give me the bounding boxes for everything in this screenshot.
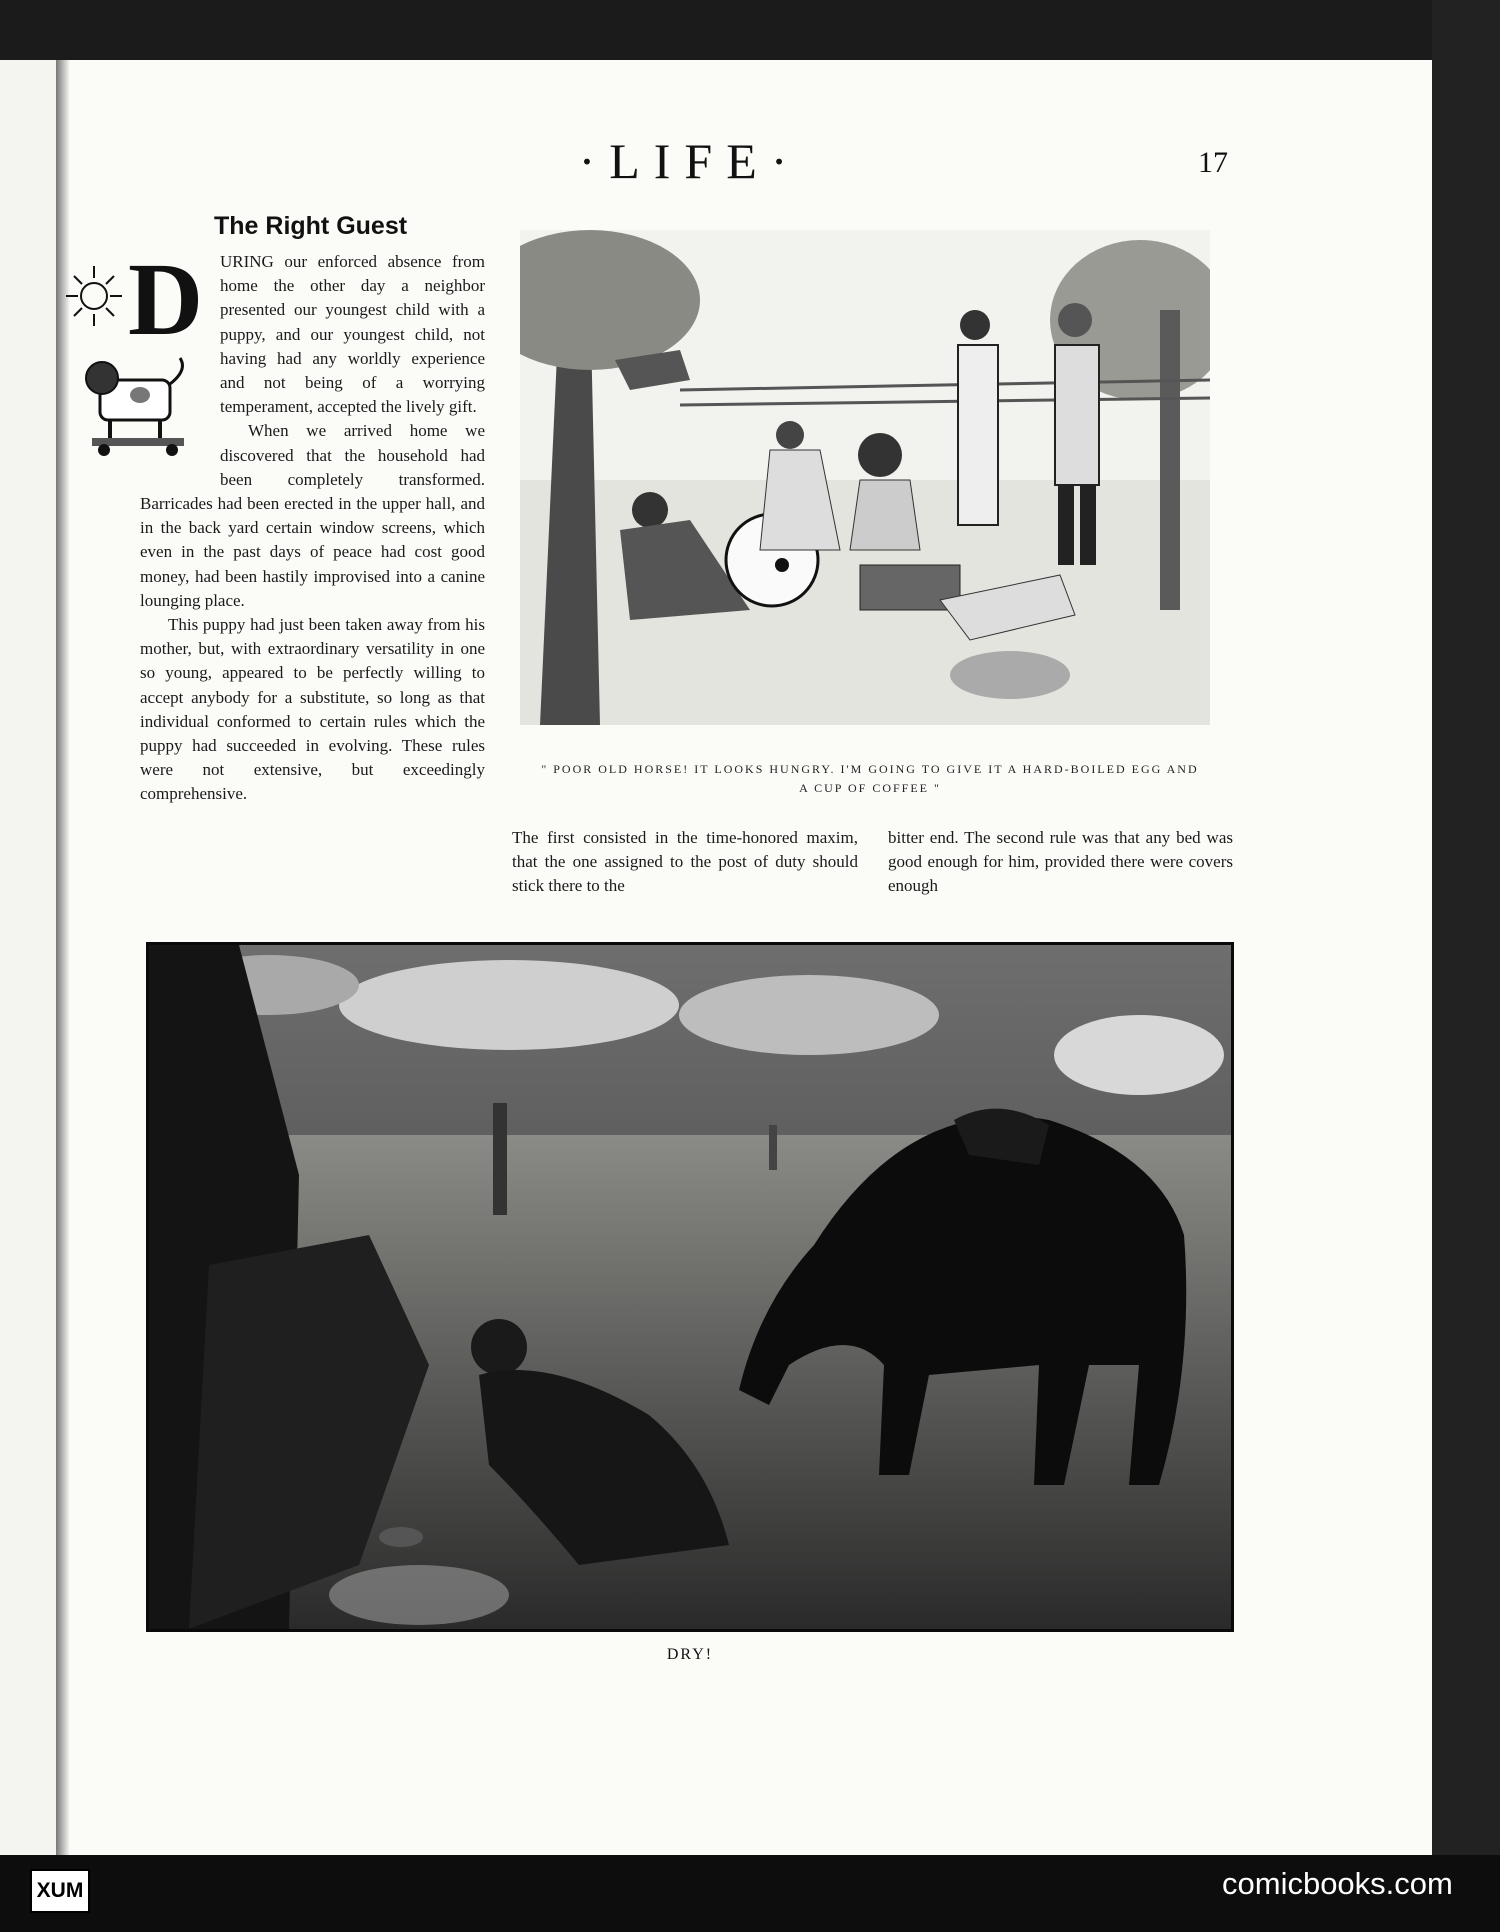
drop-cap-space (140, 250, 220, 476)
article-column-3 (888, 826, 1233, 899)
article-paragraph: This puppy had just been taken away from his mother, but, with extraordinary versatility in one so young, appeared to be perfectly willing to accept anybody for a substitute, so long as that individual conformed to certain rules which the puppy had succeeded in evolving. These rules were not extensive, but exceedingly comprehensive. (140, 615, 485, 804)
article-paragraph: bitter end. The second rule was that any bed was good enough for him, provided there were covers enough (888, 828, 1233, 896)
article-title: The Right Guest (214, 212, 408, 240)
article-paragraph: The first consisted in the time-honored maxim, that the one assigned to the post of duty should stick there to the (512, 828, 858, 896)
painting-caption: DRY! (666, 1646, 714, 1663)
magazine-masthead: ·LIFE· (578, 133, 802, 189)
desert-horse-painting (146, 942, 1234, 1632)
scan-background-top (0, 0, 1500, 62)
picnic-cartoon-illustration (520, 230, 1210, 725)
facing-page-edge (0, 60, 59, 1855)
archive-label: XUM (30, 1869, 90, 1913)
site-watermark: comicbooks.com (1222, 1866, 1453, 1901)
article-column-2 (512, 826, 858, 899)
sun-ornament-icon (64, 258, 124, 338)
article-column-1 (140, 250, 485, 807)
article-paragraph: When we arrived home we discovered that the household had been completely transformed. Barricades had been erected in the upper hall, and in the back yard certain window screens, which even in the past days of peace had cost good money, had been hastily improvised into a canine lounging place. (140, 421, 485, 610)
page-number: 17 (1198, 146, 1228, 179)
cartoon-caption: " POOR OLD HORSE! IT LOOKS HUNGRY. I'M GOING TO GIVE IT A HARD-BOILED EGG AND A CUP OF COFFEE " (541, 762, 1199, 795)
drop-cap: D (128, 242, 204, 357)
article-paragraph: URING our enforced absence from home the other day a neighbor presented our youngest child with a puppy, and our youngest child, not having had any worldly experience and not being of a worrying temperament, accepted the lively gift. (220, 252, 485, 417)
scan-background-right (1432, 0, 1500, 1932)
